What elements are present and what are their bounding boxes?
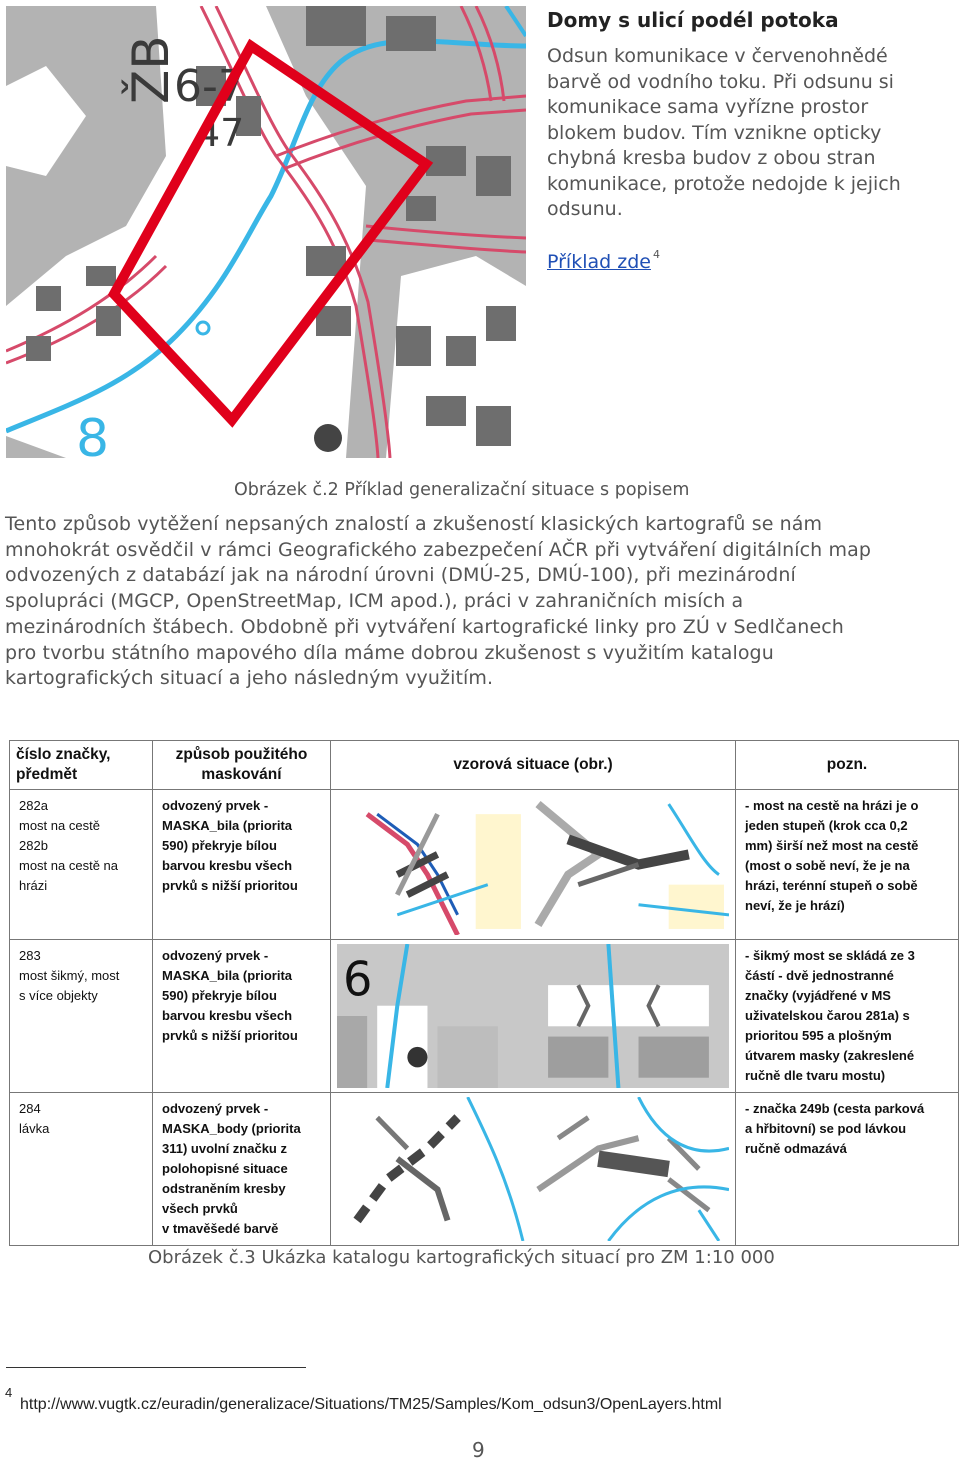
header-line: maskování bbox=[201, 766, 282, 783]
cell-line: a hřbitovní) se pod lávkou bbox=[745, 1121, 907, 1136]
masking-cell bbox=[153, 790, 331, 940]
cell-line: 311) uvolní značku z bbox=[162, 1141, 287, 1156]
cell-line: 590) překryje bílou bbox=[162, 838, 277, 853]
cell-line: (most o sobě neví, že je na bbox=[745, 858, 910, 873]
cell-line: ručně odmazává bbox=[745, 1141, 847, 1156]
body-paragraph bbox=[5, 512, 960, 692]
footnote-divider bbox=[6, 1367, 306, 1368]
paragraph-line: odvozených z databází jak na národní úrovni (DMÚ-25, DMÚ-100), při mezinárodní bbox=[5, 564, 796, 587]
footnote-ref: 4 bbox=[652, 248, 660, 261]
note-cell bbox=[736, 1093, 959, 1246]
cell-line: odvozený prvek - bbox=[162, 1101, 269, 1116]
table-row bbox=[10, 1093, 959, 1246]
cell-line: - most na cestě na hrázi je o bbox=[745, 798, 919, 813]
symbol-cell bbox=[10, 790, 153, 940]
cell-line: barvou kresbu všech bbox=[162, 1008, 293, 1023]
note-cell bbox=[736, 940, 959, 1093]
cell-line: částí - dvě jednostranné bbox=[745, 968, 894, 983]
side-body-line: komunikace, protože nedojde k jejich bbox=[547, 172, 901, 195]
page-number: 9 bbox=[472, 1438, 485, 1462]
header-line: číslo značky, bbox=[16, 746, 111, 763]
cell-line: MASKA_bila (priorita bbox=[162, 968, 293, 983]
side-body-line: Odsun komunikace v červenohnědé bbox=[547, 45, 888, 67]
cell-line: 284 bbox=[19, 1101, 41, 1116]
cell-line: odvozený prvek - bbox=[162, 798, 269, 813]
situation-image-cell bbox=[331, 1093, 736, 1246]
cell-line: značky (vyjádřené v MS bbox=[745, 988, 891, 1003]
map-label-eight: 8 bbox=[76, 409, 110, 458]
cell-line: most šikmý, most bbox=[19, 968, 120, 983]
side-body-line: chybná kresba budov z obou stran bbox=[547, 147, 876, 169]
situation-image-cell bbox=[331, 790, 736, 940]
cell-line: prvků s nižší prioritou bbox=[162, 1028, 298, 1043]
example-link[interactable]: Příklad zde bbox=[547, 251, 651, 273]
cell-line: odvozený prvek - bbox=[162, 948, 269, 963]
figure3-caption: Obrázek č.3 Ukázka katalogu kartografických situací pro ZM 1:10 000 bbox=[148, 1247, 775, 1268]
footnote-url[interactable]: http://www.vugtk.cz/euradin/generalizace/Situations/TM25/Samples/Kom_odsun3/OpenLayers.html bbox=[20, 1396, 722, 1413]
paragraph-line: mezinárodních štábech. Obdobně při vytváření kartografické linky pro ZÚ v Sedlčanech bbox=[5, 615, 844, 638]
cell-line: most na cestě bbox=[19, 818, 100, 833]
cell-line: neví, že je hrází) bbox=[745, 898, 845, 913]
header-symbol bbox=[10, 741, 153, 790]
side-body-line: blokem budov. Tím vznikne opticky bbox=[547, 121, 882, 144]
cell-line: prvků s nižší prioritou bbox=[162, 878, 298, 893]
cell-line: mm) širší než most na cestě bbox=[745, 838, 919, 853]
table-row bbox=[10, 790, 959, 940]
situation-image-footbridge bbox=[337, 1097, 729, 1241]
cell-line: 282a bbox=[19, 798, 48, 813]
header-line: předmět bbox=[16, 766, 78, 783]
situation-image-skew-bridge bbox=[337, 944, 729, 1088]
cell-line: - šikmý most se skládá ze 3 bbox=[745, 948, 915, 963]
map-label-sub: 47 bbox=[196, 111, 245, 155]
map-label-zb: ŽB bbox=[122, 35, 180, 104]
cell-line: MASKA_body (priorita bbox=[162, 1121, 301, 1136]
situation-numeral: 6 bbox=[343, 952, 373, 1008]
situation-image-cell bbox=[331, 940, 736, 1093]
cell-line: hrázi bbox=[19, 878, 48, 893]
note-cell bbox=[736, 790, 959, 940]
side-title: Domy s ulicí podél potoka bbox=[547, 8, 839, 32]
paragraph-line: Tento způsob vytěžení nepsaných znalostí a zkušeností klasických kartografů se nám bbox=[5, 513, 823, 535]
cell-line: most na cestě na bbox=[19, 858, 118, 873]
symbol-cell bbox=[10, 1093, 153, 1246]
catalog-table bbox=[9, 740, 958, 1236]
cell-line: jeden stupeň (krok cca 0,2 bbox=[745, 818, 908, 833]
cell-line: všech prvků bbox=[162, 1201, 238, 1216]
footnote-number: 4 bbox=[5, 1385, 13, 1400]
cell-line: odstraněním kresby bbox=[162, 1181, 286, 1196]
header-line: způsob použitého bbox=[175, 746, 308, 763]
cell-line: - značka 249b (cesta parková bbox=[745, 1101, 925, 1116]
cell-line: 283 bbox=[19, 948, 41, 963]
table-row bbox=[10, 940, 959, 1093]
cell-line: 590) překryje bílou bbox=[162, 988, 277, 1003]
cell-line: MASKA_bila (priorita bbox=[162, 818, 293, 833]
cell-line: s více objekty bbox=[19, 988, 98, 1003]
cell-line: polohopisné situace bbox=[162, 1161, 288, 1176]
paragraph-line: pro tvorbu státního mapového díla máme dobrou zkušenost s využitím katalogu bbox=[5, 641, 774, 664]
paragraph-line: spolupráci (MGCP, OpenStreetMap, ICM apod.), práci v zahraničních misích a bbox=[5, 590, 744, 613]
cell-line: v tmavěšedé barvě bbox=[162, 1221, 279, 1236]
side-body-line: odsunu. bbox=[547, 198, 623, 220]
cell-line: útvarem masky (zakreslené bbox=[745, 1048, 915, 1063]
figure2-caption: Obrázek č.2 Příklad generalizační situace s popisem bbox=[234, 480, 690, 500]
header-masking bbox=[153, 741, 331, 790]
cell-line: uživatelskou čarou 281a) s bbox=[745, 1008, 910, 1023]
cell-line: barvou kresbu všech bbox=[162, 858, 293, 873]
masking-cell bbox=[153, 940, 331, 1093]
symbol-cell bbox=[10, 940, 153, 1093]
map-figure bbox=[6, 6, 526, 458]
cell-line: ručně dle tvaru mostu) bbox=[745, 1068, 886, 1083]
side-body-line: barvě od vodního toku. Při odsunu si bbox=[547, 70, 894, 93]
side-body bbox=[547, 44, 947, 223]
table-header-row bbox=[10, 741, 959, 790]
cell-line: lávka bbox=[19, 1121, 50, 1136]
cell-line: 282b bbox=[19, 838, 48, 853]
header-situation: vzorová situace (obr.) bbox=[331, 741, 736, 790]
header-note: pozn. bbox=[736, 741, 959, 790]
example-link-wrap bbox=[547, 248, 660, 273]
paragraph-line: kartografických situací a jeho následným využitím. bbox=[5, 667, 494, 690]
map-label-number: 6-7 bbox=[174, 61, 246, 112]
cell-line: prioritou 595 a plošným bbox=[745, 1028, 892, 1043]
cell-line: hrázi, terénní stupeň o sobě bbox=[745, 878, 918, 893]
side-body-line: komunikace sama vyřízne prostor bbox=[547, 96, 869, 118]
situation-image-bridge bbox=[337, 794, 729, 935]
map-svg bbox=[6, 6, 526, 458]
paragraph-line: mnohokrát osvědčil v rámci Geografického zabezpečení AČR při vytváření digitálních map bbox=[5, 538, 871, 561]
masking-cell bbox=[153, 1093, 331, 1246]
